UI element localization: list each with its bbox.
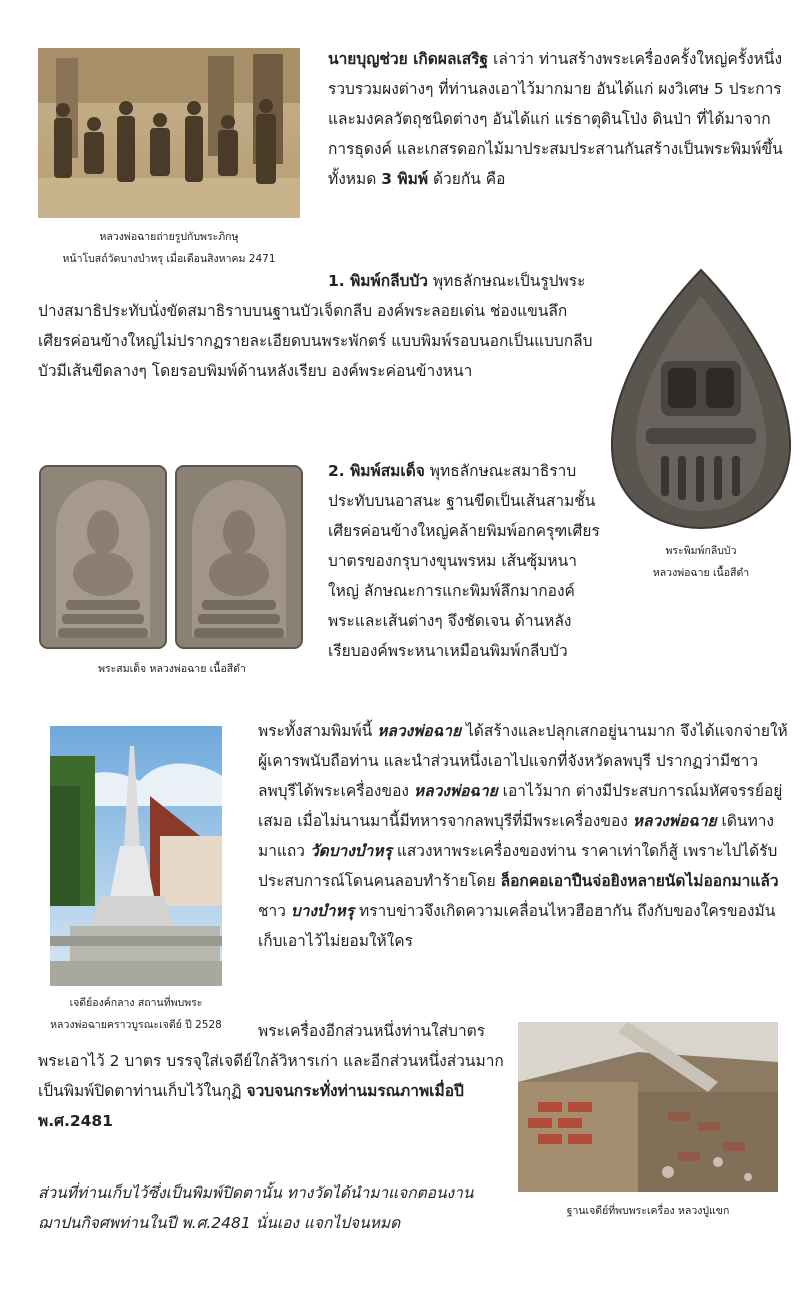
item2-text: พุทธลักษณะสมาธิราบประทับบนอาสนะ ฐานขีดเป็นเส้นสามชั้น เศียรค่อนข้างใหญ่คล้ายพิมพ์อกครุฑเศียรบาตรของกรุบางขุนพรหม เส้นซุ้มหนาใหญ่ ลักษณะการแกะพิมพ์ลึกมากองค์พระและเส้นต่างๆ จึงชัดเจน ด้านหลังเรียบองค์พระหนาเหมือนพิมพ์กลีบบัว bbox=[328, 462, 600, 660]
base-photo-caption bbox=[518, 1200, 778, 1222]
para3-t6: ชาว bbox=[258, 902, 291, 920]
para3-t3: เอาไว้มาก ต่างมีประสบการณ์มหัศจรรย์อยู่เสมอ เมื่อไม่นานมานี้มีทหารจากลพบุรีที่มีพระเครื่องของ bbox=[258, 782, 783, 830]
para3-b2: หลวงพ่อฉาย bbox=[413, 782, 498, 800]
para3-t7: ทราบข่าวจึงเกิดความเคลื่อนไหวฮือฮากัน ถึงกับของใครของมันเก็บเอาไว้ไม่ยอมให้ใคร bbox=[258, 902, 776, 950]
paragraph-5 bbox=[38, 1178, 508, 1238]
para5-text: ส่วนที่ท่านเก็บไว้ซึ่งเป็นพิมพ์ปิดตานั้น ทางวัดได้นำมาแจกตอนงานฌาปนกิจศพท่านในปี พ.ศ.2481 นั่นเอง แจกไปจนหมด bbox=[38, 1184, 474, 1232]
base-caption: ฐานเจดีย์ที่พบพระเครื่อง หลวงปู่แขก bbox=[566, 1205, 730, 1217]
paragraph-4 bbox=[38, 1016, 508, 1136]
monks-photo-caption bbox=[38, 226, 300, 270]
lotus-caption-line1: พระพิมพ์กลีบบัว bbox=[665, 545, 737, 557]
somdej-caption: พระสมเด็จ หลวงพ่อฉาย เนื้อสีดำ bbox=[98, 663, 246, 675]
para3-b1: หลวงพ่อฉาย bbox=[377, 722, 462, 740]
para3-b3: หลวงพ่อฉาย bbox=[632, 812, 717, 830]
somdej-photo-caption bbox=[38, 658, 306, 680]
item2-paragraph bbox=[328, 456, 600, 666]
chedi-photo bbox=[50, 726, 222, 986]
lotus-amulet-photo bbox=[606, 266, 796, 536]
para3-b5: บางบำหรุ bbox=[290, 902, 355, 920]
para3-b4: วัดบางบำหรุ bbox=[309, 842, 392, 860]
intro-text1: เล่าว่า ท่านสร้างพระเครื่องครั้งใหญ่ครั้งหนึ่งรวบรวมผงต่างๆ ที่ท่านลงเอาไว้มากมาย อันได้แก่ ผงวิเศษ 5 ประการ และมงคลวัตถุชนิดต่างๆ อันได้แก่ แร่ธาตุดินโป่ง ดินป่า ที่ได้มาจากการธุดงค์ และเกสรดอกไม้มาประสมประสานกันสร้างเป็นพระพิมพ์ขึ้นทั้งหมด bbox=[328, 50, 783, 188]
monks-caption-line2: หน้าโบสถ์วัดบางบำหรุ เมื่อเดือนสิงหาคม 2471 bbox=[62, 253, 276, 265]
intro-paragraph bbox=[328, 44, 790, 194]
item1-paragraph bbox=[38, 266, 598, 386]
monks-group-photo bbox=[38, 48, 300, 218]
item1-text: พุทธลักษณะเป็นรูปพระปางสมาธิประทับนั่งขัดสมาธิราบบนฐานบัวเจ็ดกลีบ องค์พระลอยเด่น ช่องแขนลึก เศียรค่อนข้างใหญ่ไม่ปรากฏรายละเอียดบนพระพักตร์ แบบพิมพ์รอบนอกเป็นแบบกลีบบัวมีเส้นขีดลางๆ โดยรอบพิมพ์ด้านหลังเรียบ องค์พระค่อนข้างหนา bbox=[38, 272, 593, 380]
para4-t1: พระเครื่องอีกส่วนหนึ่งท่านใส่บาตรพระเอาไว้ 2 บาตร บรรจุใส่เจดีย์ใกล้วิหารเก่า และอีกส่วนหนึ่งส่วนมากเป็นพิมพ์ปิดตาท่านเก็บไว้ในกุฏิ bbox=[38, 1022, 504, 1100]
intro-text2: ด้วยกัน คือ bbox=[428, 170, 506, 188]
monks-caption-line1: หลวงพ่อฉายถ่ายรูปกับพระภิกษุ bbox=[99, 231, 239, 243]
para3-t4: เดินทางมาแถว bbox=[258, 812, 775, 860]
para3-t5: แสวงหาพระเครื่องของท่าน ราคาเท่าใดก็สู้ เพราะไปได้รับประสบการณ์โดนคนลอบทำร้ายโดย bbox=[258, 842, 778, 890]
paragraph-3 bbox=[258, 716, 788, 956]
chedi-caption-line2: หลวงพ่อฉายคราวบูรณะเจดีย์ ปี 2528 bbox=[50, 1019, 222, 1031]
para3-t1: พระทั้งสามพิมพ์นี้ bbox=[258, 722, 378, 740]
intro-name: นายบุญช่วย เกิดผลเสริฐ bbox=[328, 50, 489, 68]
lotus-photo-caption bbox=[606, 540, 796, 584]
para4-bold: จวบจนกระทั่งท่านมรณภาพเมื่อปี พ.ศ.2481 bbox=[38, 1082, 464, 1130]
para3-t2: ได้สร้างและปลุกเสกอยู่นานมาก จึงได้แจกจ่ายให้ผู้เคารพนับถือท่าน และนำส่วนหนึ่งเอาไปแจกที่จังหวัดลพบุรี ปรากฏว่ามีชาวลพบุรีได้พระเครื่องของ bbox=[258, 722, 788, 800]
intro-count: 3 พิมพ์ bbox=[381, 170, 429, 188]
item1-heading: 1. พิมพ์กลีบบัว bbox=[328, 272, 428, 290]
para3-bold1: ล็อกคอเอาปืนจ่อยิงหลายนัดไม่ออกมาแล้ว bbox=[500, 872, 779, 890]
somdej-amulet-photo bbox=[38, 462, 306, 652]
lotus-caption-line2: หลวงพ่อฉาย เนื้อสีดำ bbox=[652, 567, 750, 579]
chedi-base-photo bbox=[518, 1022, 778, 1192]
item2-heading: 2. พิมพ์สมเด็จ bbox=[328, 462, 425, 480]
chedi-caption-line1: เจดีย์องค์กลาง สถานที่พบพระ bbox=[69, 997, 203, 1009]
